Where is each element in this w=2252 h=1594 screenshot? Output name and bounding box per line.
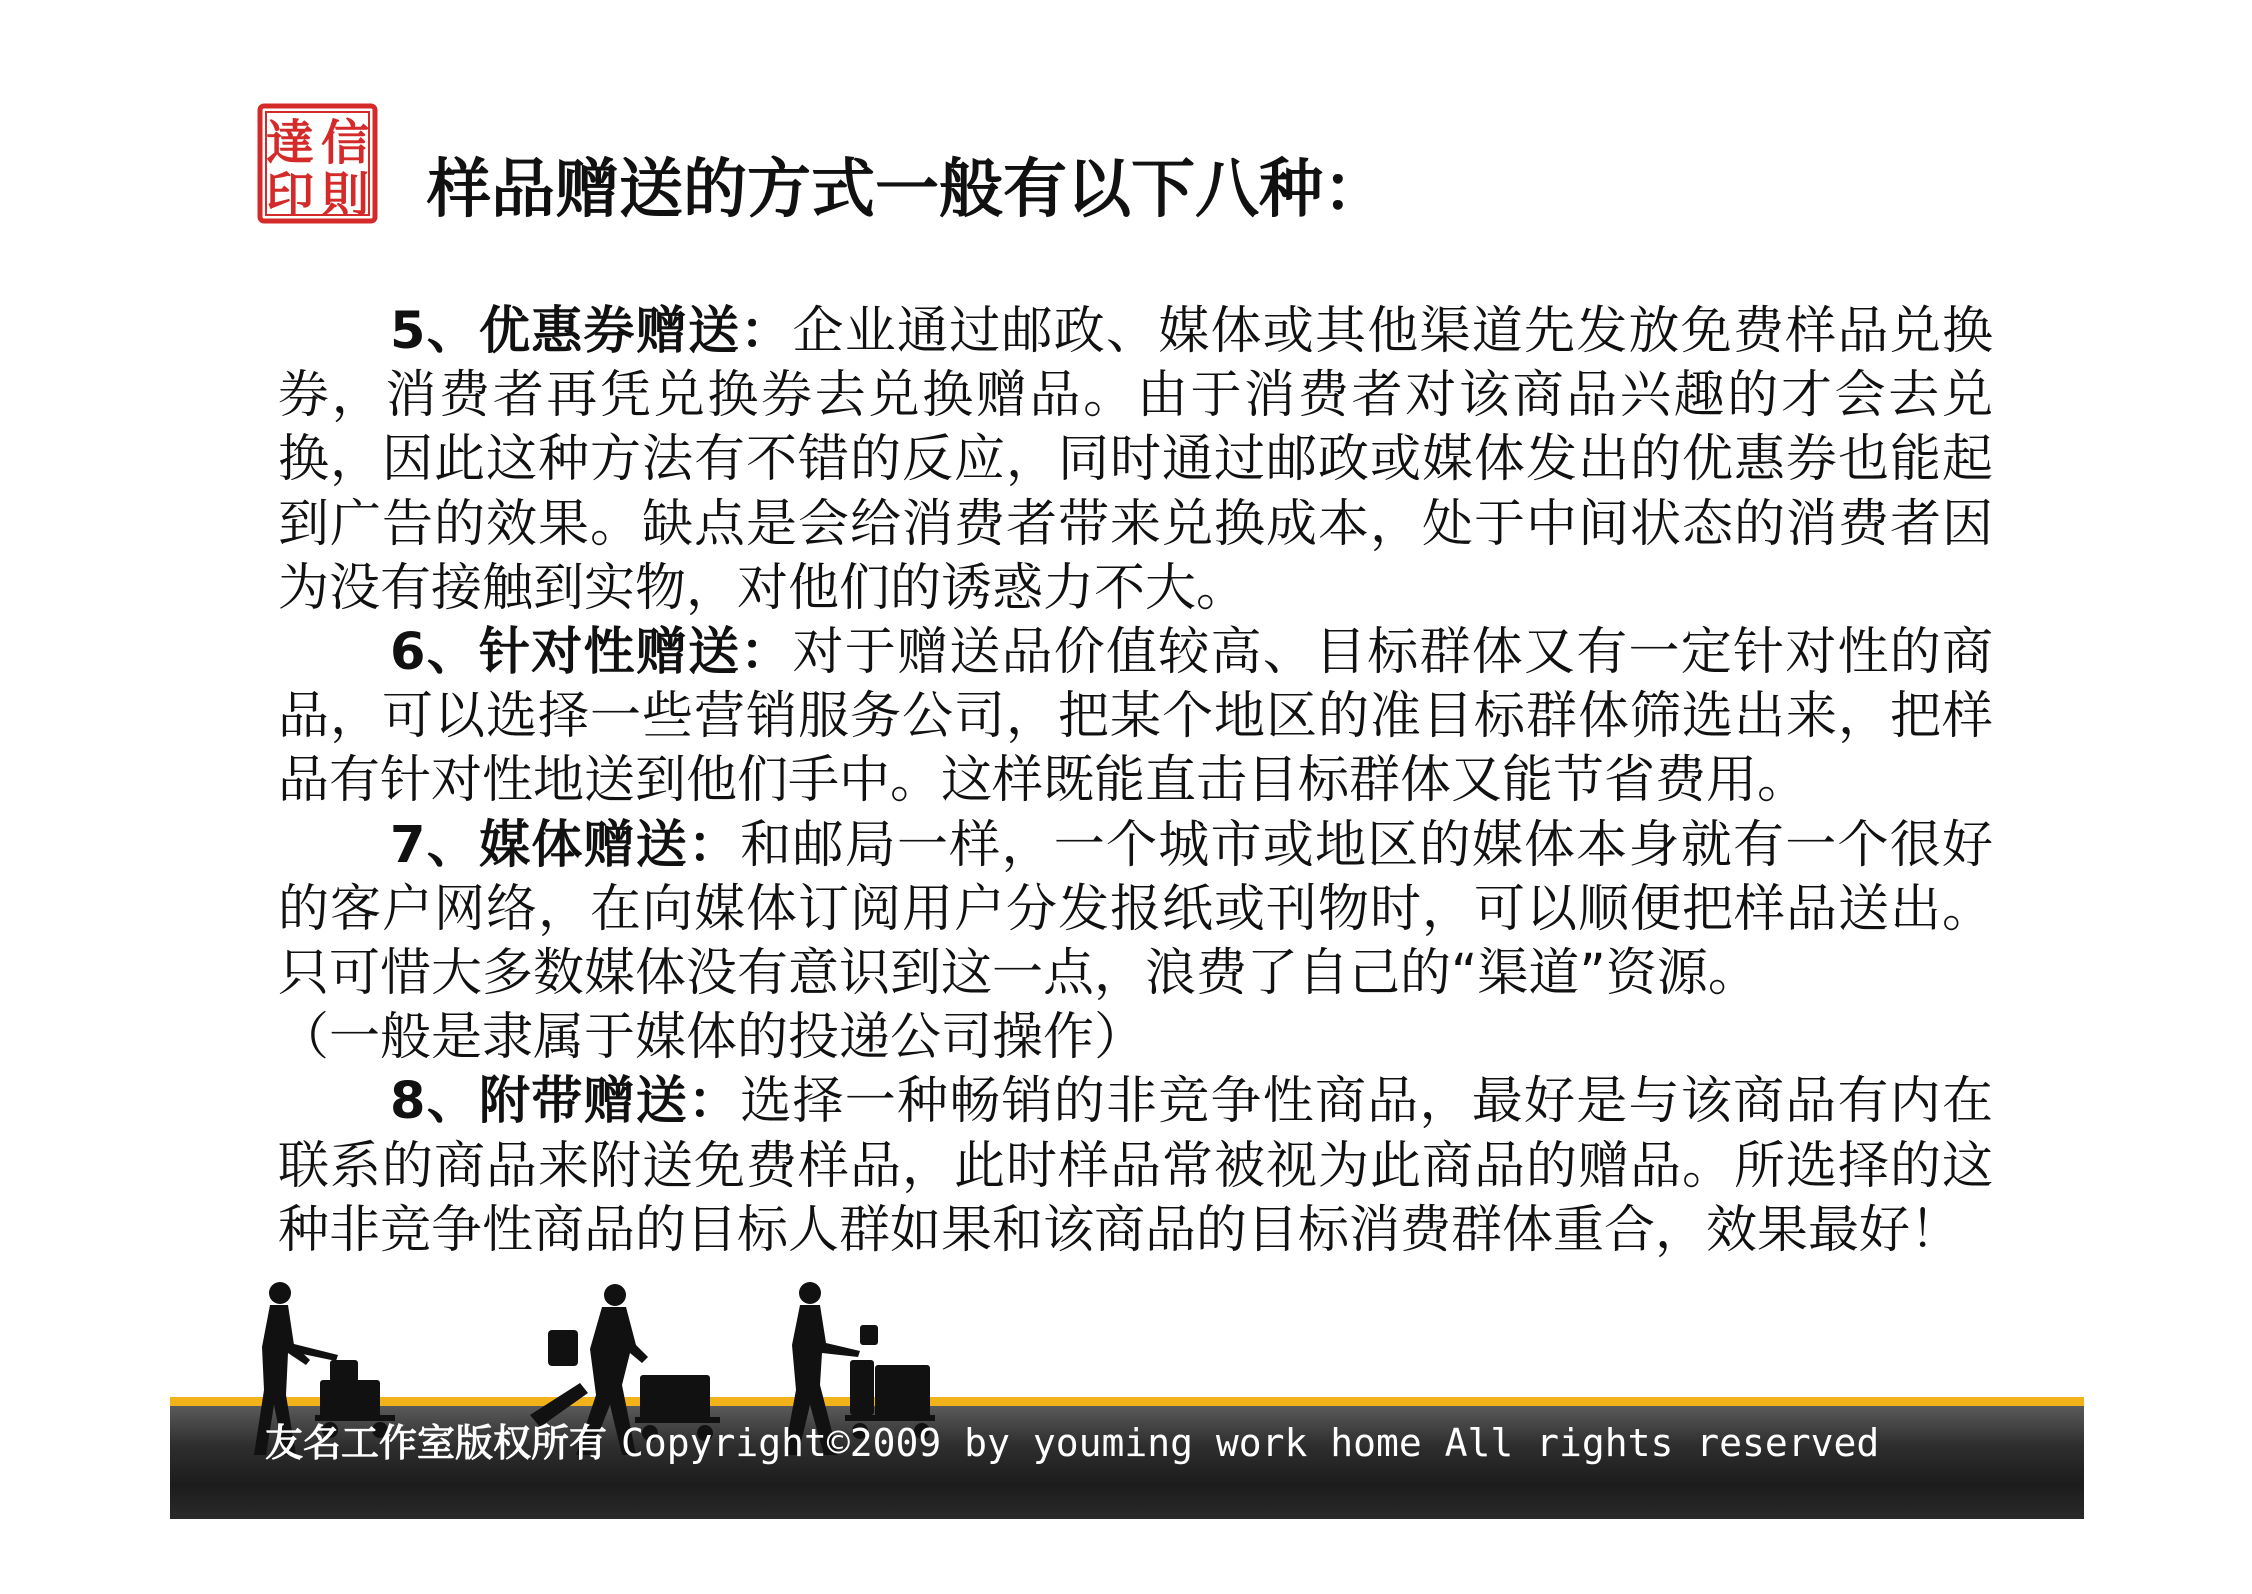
paragraph-lead: 7、媒体赠送： — [390, 815, 741, 875]
body-text — [278, 300, 1993, 1263]
paragraph-text: 和邮局一样，一个城市或地区的媒体本身就有一个很好的客户网络，在向媒体订阅用户分发报纸或刊物时，可以顺便把样品送出。只可惜大多数媒体没有意识到这一点，浪费了自己的“渠道”资源。 — [278, 815, 1993, 1004]
paragraph-text: 选择一种畅销的非竞争性商品，最好是与该商品有内在联系的商品来附送免费样品，此时样品常被视为此商品的赠品。所选择的这种非竞争性商品的目标人群如果和该商品的目标消费群体重合，效果最好！ — [278, 1072, 1993, 1260]
svg-text:達: 達 — [265, 115, 315, 171]
paragraph-targeted — [278, 621, 1993, 814]
paragraph-text: 企业通过邮政、媒体或其他渠道先发放免费样品兑换券，消费者再凭兑换券去兑换赠品。由于消费者对该商品兴趣的才会去兑换，因此这种方法有不错的反应，同时通过邮政或媒体发出的优惠券也能起到广告的效果。缺点是会给消费者带来兑换成本，处于中间状态的消费者因为没有接触到实物，对他们的诱惑力不大。 — [278, 302, 1993, 618]
page-title: 样品赠送的方式一般有以下八种： — [427, 153, 1387, 227]
paragraph-lead: 8、附带赠送： — [390, 1072, 741, 1132]
footer-copyright: Copyright©2009 by youming work home All rights reserved — [621, 1421, 1880, 1465]
paragraph-text: 对于赠送品价值较高、目标群体又有一定针对性的商品，可以选择一些营销服务公司，把某个地区的准目标群体筛选出来，把样品有针对性地送到他们手中。这样既能直击目标群体又能节省费用。 — [278, 623, 1993, 811]
paragraph-bundled — [278, 1070, 1993, 1263]
footer-owner: 友名工作室版权所有 — [265, 1421, 608, 1465]
paragraph-coupon — [278, 300, 1993, 621]
seal-logo — [257, 103, 378, 224]
svg-text:信: 信 — [320, 115, 370, 171]
paragraph-lead: 6、针对性赠送： — [390, 623, 793, 683]
svg-text:印: 印 — [265, 167, 315, 223]
paragraph-media — [278, 814, 1993, 1007]
footer-copyright-line — [265, 1413, 1879, 1473]
svg-text:則: 則 — [320, 167, 370, 223]
paragraph-note: （一般是隶属于媒体的投递公司操作） — [278, 1008, 1146, 1068]
paragraph-lead: 5、优惠券赠送： — [390, 302, 793, 361]
